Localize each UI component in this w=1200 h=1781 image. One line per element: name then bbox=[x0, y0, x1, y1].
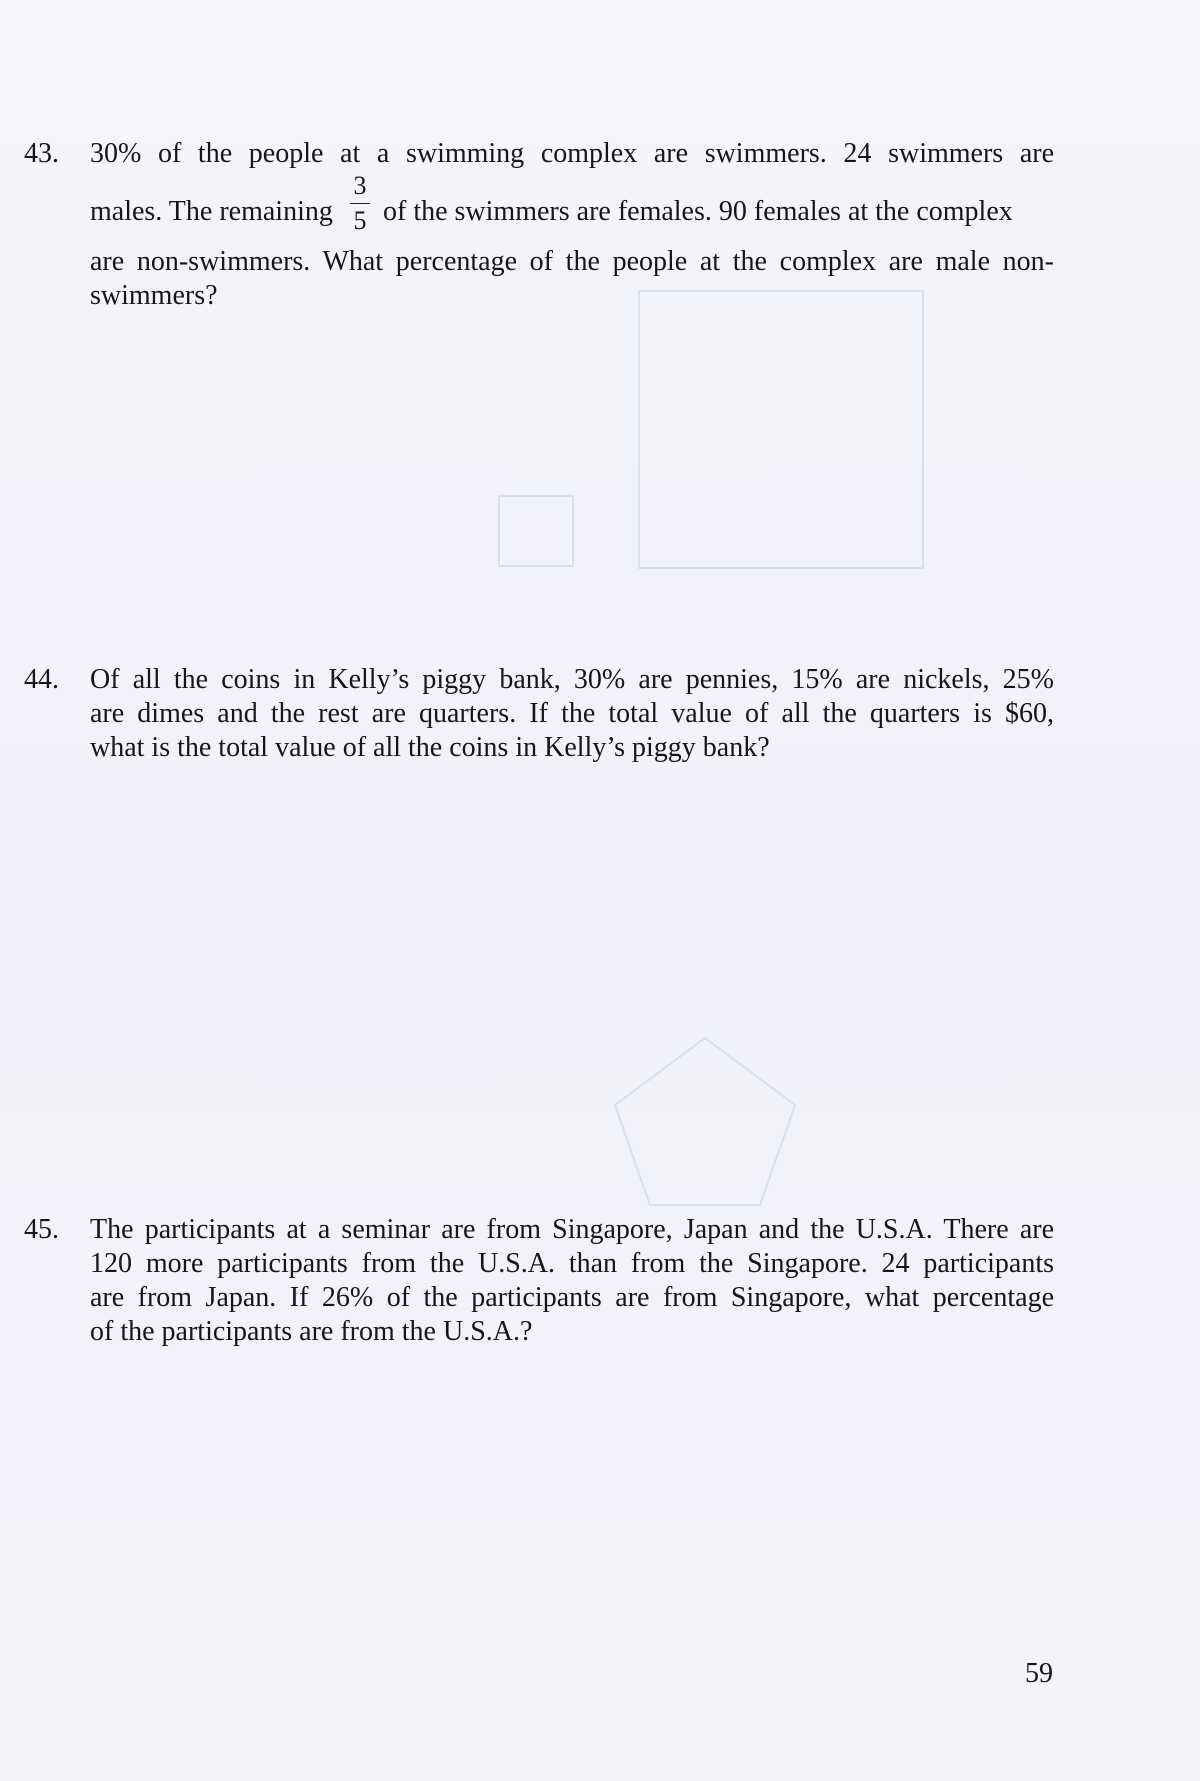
question-line: are from Japan. If 26% of the participants are from Singapore, what percentage bbox=[90, 1282, 1054, 1313]
question-line: are non-swimmers. What percentage of the people at the complex are male non- bbox=[90, 246, 1054, 277]
question-line: are dimes and the rest are quarters. If the total value of all the quarters is $60, bbox=[90, 698, 1054, 729]
question-line-segment: of the swimmers are females. 90 females at the complex bbox=[383, 196, 1013, 227]
fraction-numerator: 3 bbox=[353, 171, 367, 200]
question-number: 45. bbox=[24, 1214, 59, 1245]
question-number: 43. bbox=[24, 138, 59, 169]
question-line: what is the total value of all the coins in Kelly’s piggy bank? bbox=[90, 732, 770, 763]
question-line: swimmers? bbox=[90, 280, 218, 311]
question-number: 44. bbox=[24, 664, 59, 695]
ghost-pentagon bbox=[600, 1020, 810, 1220]
question-line: The participants at a seminar are from Singapore, Japan and the U.S.A. There are bbox=[90, 1214, 1054, 1245]
question-line: 120 more participants from the U.S.A. than from the Singapore. 24 participants bbox=[90, 1248, 1054, 1279]
question-text bbox=[90, 1213, 1054, 1349]
question-line-with-fraction bbox=[90, 171, 1054, 243]
question-line: Of all the coins in Kelly’s piggy bank, 30% are pennies, 15% are nickels, 25% bbox=[90, 664, 1054, 695]
page-number: 59 bbox=[1025, 1658, 1053, 1689]
fraction-denominator: 5 bbox=[353, 206, 367, 235]
question-text bbox=[90, 137, 1054, 313]
ghost-square-y bbox=[498, 495, 574, 567]
fraction bbox=[349, 171, 371, 236]
question-text bbox=[90, 663, 1054, 765]
ghost-square-x bbox=[638, 290, 924, 569]
question-line-segment: males. The remaining bbox=[90, 196, 333, 227]
question-line: of the participants are from the U.S.A.? bbox=[90, 1316, 533, 1347]
question-line: 30% of the people at a swimming complex are swimmers. 24 swimmers are bbox=[90, 138, 1054, 169]
